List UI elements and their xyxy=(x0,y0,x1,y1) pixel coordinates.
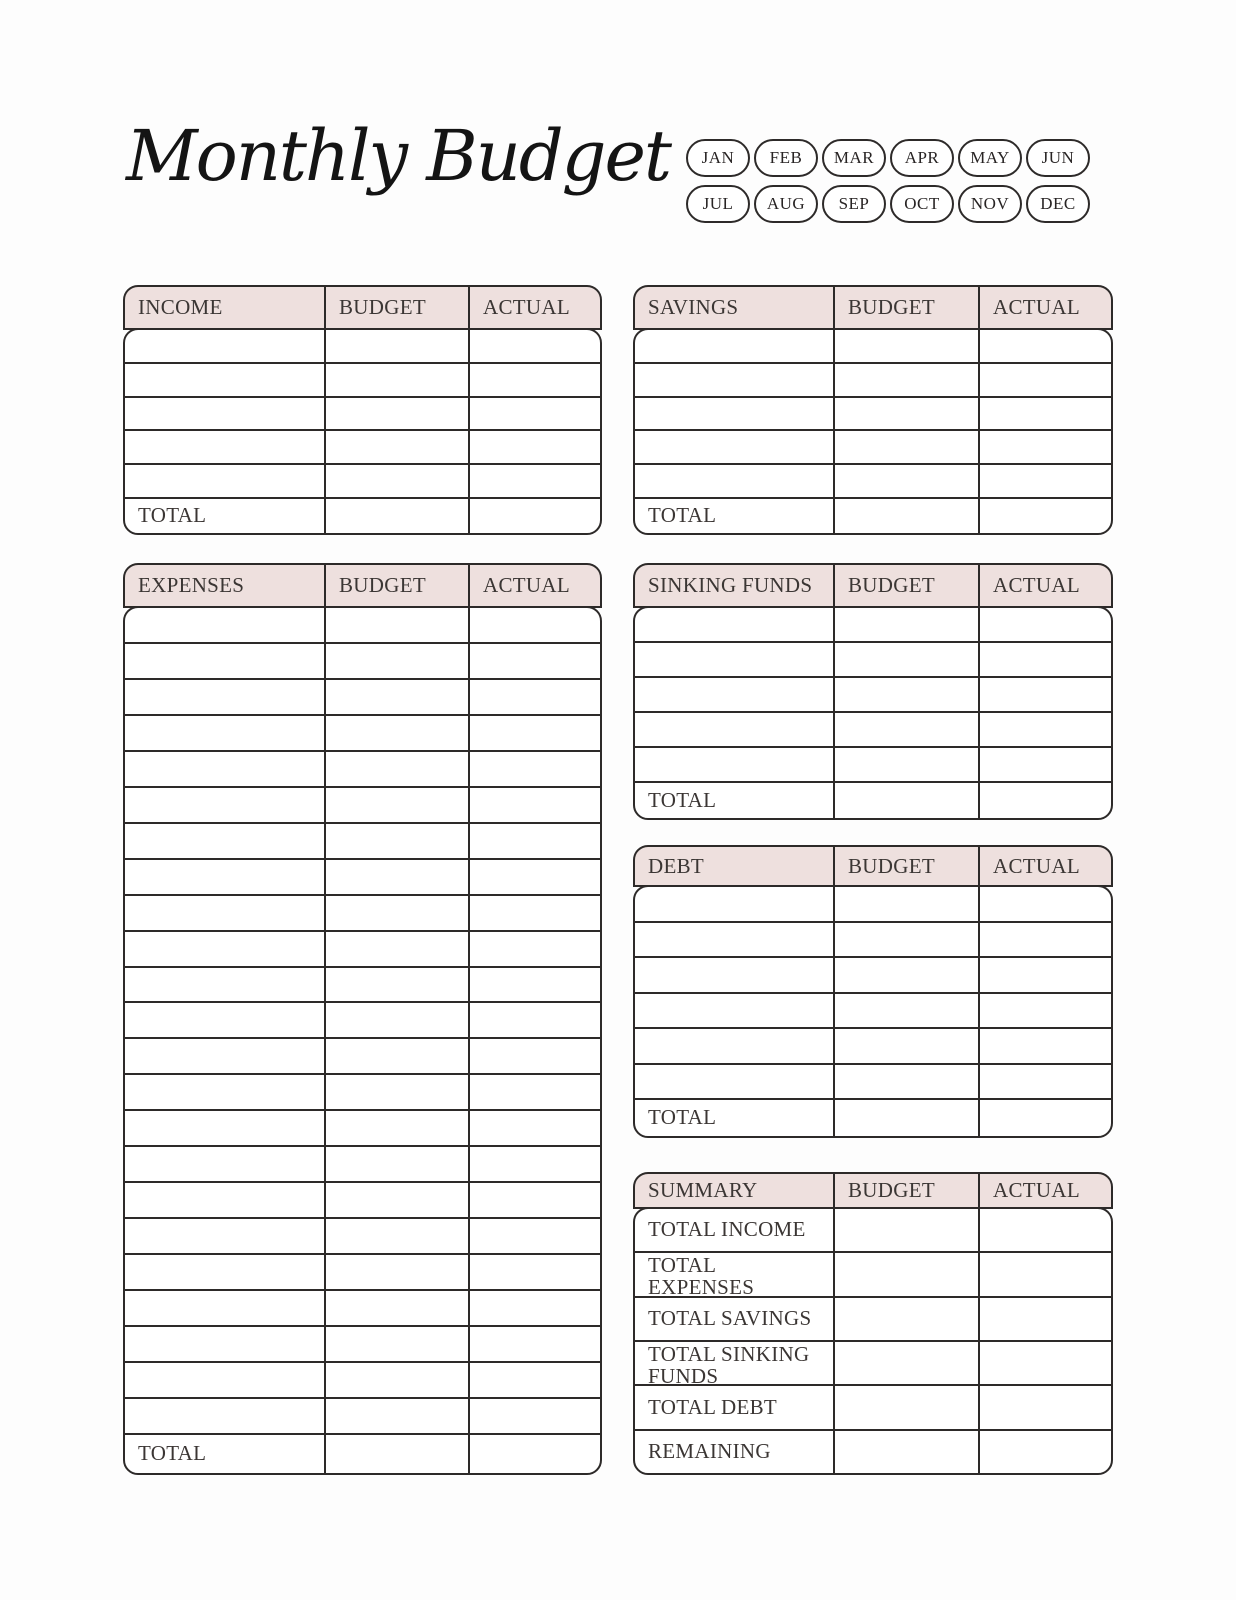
savings-name-cell[interactable] xyxy=(635,431,835,463)
expenses-name-cell[interactable] xyxy=(125,932,326,966)
debt-actual-cell[interactable] xyxy=(980,923,1111,957)
savings-actual-column-header: ACTUAL xyxy=(993,295,1080,319)
expenses-name-cell[interactable] xyxy=(125,1327,326,1361)
debt-actual-cell[interactable] xyxy=(980,994,1111,1028)
expenses-actual-column-header: ACTUAL xyxy=(483,573,570,597)
summary-label-total-savings: TOTAL SAVINGS xyxy=(635,1298,835,1340)
sinking_funds-entry-row xyxy=(635,608,1111,643)
debt-entry-row xyxy=(635,1029,1111,1065)
summary-column-header: SUMMARY xyxy=(635,1174,835,1207)
expenses-entry-row xyxy=(125,680,600,716)
income-name-cell[interactable] xyxy=(125,465,326,497)
sinking-funds-table xyxy=(633,563,1113,820)
debt-table-body xyxy=(633,885,1113,1138)
savings-entry-row xyxy=(635,465,1111,499)
savings-table xyxy=(633,285,1113,535)
expenses-name-cell[interactable] xyxy=(125,860,326,894)
expenses-entry-row xyxy=(125,1327,600,1363)
savings-budget-cell[interactable] xyxy=(835,465,980,497)
savings-budget-cell[interactable] xyxy=(835,364,980,396)
debt-budget-cell[interactable] xyxy=(835,1065,980,1099)
expenses-budget-column-header: BUDGET xyxy=(326,565,470,606)
income-budget-cell[interactable] xyxy=(326,465,470,497)
expenses-actual-cell[interactable] xyxy=(470,1291,600,1325)
expenses-name-cell[interactable] xyxy=(125,644,326,678)
expenses-entry-row xyxy=(125,644,600,680)
savings-actual-cell[interactable] xyxy=(980,330,1111,362)
expenses-actual-cell[interactable] xyxy=(470,788,600,822)
debt-actual-cell[interactable] xyxy=(980,887,1111,921)
sinking_funds-entry-row xyxy=(635,748,1111,783)
summary-total-sinking-funds-actual-cell[interactable] xyxy=(980,1342,1111,1389)
savings-entry-row xyxy=(635,398,1111,432)
month-pill-may[interactable]: MAY xyxy=(958,139,1022,177)
income-table-header xyxy=(123,285,602,330)
expenses-entry-row xyxy=(125,1075,600,1111)
sinking-funds-column-header: SINKING FUNDS xyxy=(635,565,835,606)
income-budget-cell[interactable] xyxy=(326,364,470,396)
income-name-cell[interactable] xyxy=(125,431,326,463)
expenses-entry-row xyxy=(125,932,600,968)
expenses-budget-cell[interactable] xyxy=(326,752,470,786)
summary-row-total-income xyxy=(635,1209,1111,1253)
expenses-entry-row xyxy=(125,788,600,824)
savings-name-cell[interactable] xyxy=(635,465,835,497)
summary-row-total-sinking-funds xyxy=(635,1342,1111,1386)
expenses-actual-cell[interactable] xyxy=(470,1075,600,1109)
savings-total-budget-cell[interactable] xyxy=(835,499,980,533)
expenses-actual-cell[interactable] xyxy=(470,1219,600,1253)
month-pill-jan[interactable]: JAN xyxy=(686,139,750,177)
expenses-entry-row xyxy=(125,1291,600,1327)
sinking_funds-actual-cell[interactable] xyxy=(980,678,1111,711)
income-actual-cell[interactable] xyxy=(470,330,600,362)
debt-total-budget-cell[interactable] xyxy=(835,1100,980,1136)
sinking_funds-actual-cell[interactable] xyxy=(980,713,1111,746)
sinking_funds-name-cell[interactable] xyxy=(635,678,835,711)
expenses-name-cell[interactable] xyxy=(125,680,326,714)
savings-actual-cell[interactable] xyxy=(980,431,1111,463)
sinking_funds-name-cell[interactable] xyxy=(635,643,835,676)
expenses-name-cell[interactable] xyxy=(125,1219,326,1253)
expenses-actual-cell[interactable] xyxy=(470,896,600,930)
summary-total-savings-actual-cell[interactable] xyxy=(980,1298,1111,1340)
expenses-budget-cell[interactable] xyxy=(326,1327,470,1361)
expenses-actual-cell[interactable] xyxy=(470,1327,600,1361)
income-column-header: INCOME xyxy=(125,287,326,328)
summary-row-remaining xyxy=(635,1431,1111,1473)
expenses-actual-cell[interactable] xyxy=(470,1003,600,1037)
sinking_funds-entry-row xyxy=(635,713,1111,748)
expenses-name-cell[interactable] xyxy=(125,608,326,642)
expenses-name-cell[interactable] xyxy=(125,1363,326,1397)
month-pill-aug[interactable]: AUG xyxy=(754,185,818,223)
expenses-actual-cell[interactable] xyxy=(470,824,600,858)
summary-table-body xyxy=(633,1207,1113,1475)
summary-label-total-sinking-funds: TOTAL SINKING FUNDS xyxy=(635,1342,835,1389)
summary-row-total-expenses xyxy=(635,1253,1111,1297)
expenses-budget-cell[interactable] xyxy=(326,1363,470,1397)
sinking_funds-total-label: TOTAL xyxy=(635,783,835,818)
savings-name-cell[interactable] xyxy=(635,398,835,430)
month-pill-sep[interactable]: SEP xyxy=(822,185,886,223)
expenses-actual-cell[interactable] xyxy=(470,1255,600,1289)
income-actual-cell[interactable] xyxy=(470,431,600,463)
expenses-actual-cell[interactable] xyxy=(470,860,600,894)
debt-name-cell[interactable] xyxy=(635,923,835,957)
month-pill-jun[interactable]: JUN xyxy=(1026,139,1090,177)
sinking_funds-budget-cell[interactable] xyxy=(835,643,980,676)
savings-table-header xyxy=(633,285,1113,330)
expenses-name-cell[interactable] xyxy=(125,1111,326,1145)
sinking_funds-entry-row xyxy=(635,643,1111,678)
debt-actual-cell[interactable] xyxy=(980,958,1111,992)
expenses-table-body xyxy=(123,606,602,1475)
expenses-entry-row xyxy=(125,1039,600,1075)
expenses-budget-cell[interactable] xyxy=(326,1291,470,1325)
summary-label-remaining: REMAINING xyxy=(635,1431,835,1473)
debt-name-cell[interactable] xyxy=(635,887,835,921)
savings-entry-row xyxy=(635,431,1111,465)
month-pill-nov[interactable]: NOV xyxy=(958,185,1022,223)
expenses-budget-cell[interactable] xyxy=(326,1183,470,1217)
month-pill-jul[interactable]: JUL xyxy=(686,185,750,223)
summary-total-debt-actual-cell[interactable] xyxy=(980,1386,1111,1428)
savings-entry-row xyxy=(635,330,1111,364)
debt-budget-cell[interactable] xyxy=(835,994,980,1028)
debt-actual-cell[interactable] xyxy=(980,1065,1111,1099)
summary-total-income-actual-cell[interactable] xyxy=(980,1209,1111,1251)
expenses-budget-cell[interactable] xyxy=(326,680,470,714)
expenses-budget-cell[interactable] xyxy=(326,788,470,822)
expenses-name-cell[interactable] xyxy=(125,1039,326,1073)
debt-total-row xyxy=(635,1100,1111,1136)
expenses-name-cell[interactable] xyxy=(125,1255,326,1289)
expenses-total-label: TOTAL xyxy=(125,1435,326,1473)
summary-label-total-income: TOTAL INCOME xyxy=(635,1209,835,1251)
debt-entry-row xyxy=(635,1065,1111,1101)
expenses-total-row xyxy=(125,1435,600,1473)
expenses-actual-cell[interactable] xyxy=(470,644,600,678)
expenses-actual-cell[interactable] xyxy=(470,1039,600,1073)
debt-budget-column-header: BUDGET xyxy=(835,847,980,885)
expenses-actual-cell[interactable] xyxy=(470,932,600,966)
summary-table-header xyxy=(633,1172,1113,1209)
savings-name-cell[interactable] xyxy=(635,364,835,396)
savings-budget-cell[interactable] xyxy=(835,431,980,463)
expenses-budget-cell[interactable] xyxy=(326,1147,470,1181)
sinking-funds-table-body xyxy=(633,606,1113,820)
sinking_funds-budget-cell[interactable] xyxy=(835,608,980,641)
summary-row-total-savings xyxy=(635,1298,1111,1342)
expenses-actual-cell[interactable] xyxy=(470,1399,600,1433)
sinking_funds-actual-cell[interactable] xyxy=(980,748,1111,781)
expenses-entry-row xyxy=(125,1003,600,1039)
debt-name-cell[interactable] xyxy=(635,994,835,1028)
expenses-name-cell[interactable] xyxy=(125,1003,326,1037)
expenses-budget-cell[interactable] xyxy=(326,644,470,678)
income-total-label: TOTAL xyxy=(125,499,326,533)
expenses-budget-cell[interactable] xyxy=(326,824,470,858)
month-pill-feb[interactable]: FEB xyxy=(754,139,818,177)
expenses-actual-cell[interactable] xyxy=(470,1363,600,1397)
expenses-budget-cell[interactable] xyxy=(326,896,470,930)
sinking_funds-budget-cell[interactable] xyxy=(835,678,980,711)
month-pill-oct[interactable]: OCT xyxy=(890,185,954,223)
month-selector xyxy=(686,139,1090,223)
income-entry-row xyxy=(125,398,600,432)
expenses-actual-cell[interactable] xyxy=(470,716,600,750)
income-entry-row xyxy=(125,330,600,364)
expenses-budget-cell[interactable] xyxy=(326,608,470,642)
expenses-name-cell[interactable] xyxy=(125,788,326,822)
expenses-entry-row xyxy=(125,1399,600,1435)
debt-budget-cell[interactable] xyxy=(835,923,980,957)
expenses-budget-cell[interactable] xyxy=(326,968,470,1002)
debt-table xyxy=(633,845,1113,1138)
expenses-entry-row xyxy=(125,716,600,752)
summary-actual-column-header: ACTUAL xyxy=(993,1178,1080,1202)
expenses-budget-cell[interactable] xyxy=(326,860,470,894)
expenses-table xyxy=(123,563,602,1475)
sinking-funds-table-header xyxy=(633,563,1113,608)
income-actual-cell[interactable] xyxy=(470,398,600,430)
expenses-name-cell[interactable] xyxy=(125,716,326,750)
debt-column-header: DEBT xyxy=(635,847,835,885)
expenses-name-cell[interactable] xyxy=(125,1399,326,1433)
income-budget-cell[interactable] xyxy=(326,398,470,430)
expenses-budget-cell[interactable] xyxy=(326,1111,470,1145)
summary-total-expenses-actual-cell[interactable] xyxy=(980,1253,1111,1300)
savings-actual-cell[interactable] xyxy=(980,364,1111,396)
expenses-entry-row xyxy=(125,1219,600,1255)
debt-budget-cell[interactable] xyxy=(835,958,980,992)
summary-remaining-actual-cell[interactable] xyxy=(980,1431,1111,1473)
sinking_funds-budget-cell[interactable] xyxy=(835,748,980,781)
expenses-entry-row xyxy=(125,860,600,896)
savings-budget-column-header: BUDGET xyxy=(835,287,980,328)
sinking_funds-actual-cell[interactable] xyxy=(980,643,1111,676)
debt-entry-row xyxy=(635,887,1111,923)
expenses-budget-cell[interactable] xyxy=(326,1219,470,1253)
sinking-funds-budget-column-header: BUDGET xyxy=(835,565,980,606)
income-entry-row xyxy=(125,465,600,499)
summary-total-sinking-funds-budget-cell[interactable] xyxy=(835,1342,980,1389)
sinking_funds-name-cell[interactable] xyxy=(635,713,835,746)
income-total-budget-cell[interactable] xyxy=(326,499,470,533)
expenses-actual-cell[interactable] xyxy=(470,608,600,642)
income-actual-cell[interactable] xyxy=(470,465,600,497)
summary-budget-column-header: BUDGET xyxy=(835,1174,980,1207)
expenses-name-cell[interactable] xyxy=(125,1183,326,1217)
savings-table-body xyxy=(633,328,1113,535)
expenses-entry-row xyxy=(125,752,600,788)
debt-budget-cell[interactable] xyxy=(835,887,980,921)
income-entry-row xyxy=(125,364,600,398)
expenses-entry-row xyxy=(125,1111,600,1147)
debt-table-header xyxy=(633,845,1113,887)
income-name-cell[interactable] xyxy=(125,330,326,362)
summary-row-total-debt xyxy=(635,1386,1111,1430)
expenses-name-cell[interactable] xyxy=(125,968,326,1002)
expenses-budget-cell[interactable] xyxy=(326,1075,470,1109)
summary-total-income-budget-cell[interactable] xyxy=(835,1209,980,1251)
savings-actual-cell[interactable] xyxy=(980,465,1111,497)
debt-budget-cell[interactable] xyxy=(835,1029,980,1063)
summary-total-savings-budget-cell[interactable] xyxy=(835,1298,980,1340)
income-total-row xyxy=(125,499,600,533)
expenses-entry-row xyxy=(125,1255,600,1291)
expenses-entry-row xyxy=(125,1363,600,1399)
expenses-budget-cell[interactable] xyxy=(326,1255,470,1289)
sinking_funds-name-cell[interactable] xyxy=(635,748,835,781)
savings-budget-cell[interactable] xyxy=(835,330,980,362)
sinking_funds-total-budget-cell[interactable] xyxy=(835,783,980,818)
income-table-body xyxy=(123,328,602,535)
debt-actual-column-header: ACTUAL xyxy=(993,853,1080,878)
expenses-actual-cell[interactable] xyxy=(470,968,600,1002)
savings-total-actual-cell[interactable] xyxy=(980,499,1111,533)
income-budget-column-header: BUDGET xyxy=(326,287,470,328)
expenses-name-cell[interactable] xyxy=(125,752,326,786)
savings-budget-cell[interactable] xyxy=(835,398,980,430)
page-title: Monthly Budget xyxy=(126,115,670,197)
expenses-actual-cell[interactable] xyxy=(470,1111,600,1145)
sinking_funds-budget-cell[interactable] xyxy=(835,713,980,746)
expenses-name-cell[interactable] xyxy=(125,1075,326,1109)
expenses-actual-cell[interactable] xyxy=(470,680,600,714)
income-table xyxy=(123,285,602,535)
savings-column-header: SAVINGS xyxy=(635,287,835,328)
expenses-entry-row xyxy=(125,608,600,644)
expenses-budget-cell[interactable] xyxy=(326,716,470,750)
sinking_funds-total-row xyxy=(635,783,1111,818)
expenses-budget-cell[interactable] xyxy=(326,1039,470,1073)
expenses-column-header: EXPENSES xyxy=(125,565,326,606)
debt-entry-row xyxy=(635,994,1111,1030)
income-budget-cell[interactable] xyxy=(326,330,470,362)
expenses-budget-cell[interactable] xyxy=(326,1399,470,1433)
expenses-actual-cell[interactable] xyxy=(470,752,600,786)
income-name-cell[interactable] xyxy=(125,364,326,396)
debt-name-cell[interactable] xyxy=(635,1029,835,1063)
summary-label-total-expenses: TOTAL EXPENSES xyxy=(635,1253,835,1300)
income-actual-cell[interactable] xyxy=(470,364,600,396)
month-pill-dec[interactable]: DEC xyxy=(1026,185,1090,223)
expenses-name-cell[interactable] xyxy=(125,1147,326,1181)
expenses-name-cell[interactable] xyxy=(125,824,326,858)
expenses-total-actual-cell[interactable] xyxy=(470,1435,600,1473)
income-total-actual-cell[interactable] xyxy=(470,499,600,533)
expenses-actual-cell[interactable] xyxy=(470,1147,600,1181)
expenses-actual-cell[interactable] xyxy=(470,1183,600,1217)
expenses-name-cell[interactable] xyxy=(125,1291,326,1325)
debt-total-actual-cell[interactable] xyxy=(980,1100,1111,1136)
month-pill-apr[interactable]: APR xyxy=(890,139,954,177)
savings-total-row xyxy=(635,499,1111,533)
expenses-entry-row xyxy=(125,824,600,860)
savings-total-label: TOTAL xyxy=(635,499,835,533)
income-name-cell[interactable] xyxy=(125,398,326,430)
month-pill-mar[interactable]: MAR xyxy=(822,139,886,177)
income-budget-cell[interactable] xyxy=(326,431,470,463)
summary-label-total-debt: TOTAL DEBT xyxy=(635,1386,835,1428)
debt-entry-row xyxy=(635,923,1111,959)
summary-total-debt-budget-cell[interactable] xyxy=(835,1386,980,1428)
savings-actual-cell[interactable] xyxy=(980,398,1111,430)
expenses-entry-row xyxy=(125,1183,600,1219)
sinking-funds-actual-column-header: ACTUAL xyxy=(993,573,1080,597)
expenses-total-budget-cell[interactable] xyxy=(326,1435,470,1473)
sinking_funds-total-actual-cell[interactable] xyxy=(980,783,1111,818)
expenses-budget-cell[interactable] xyxy=(326,932,470,966)
summary-total-expenses-budget-cell[interactable] xyxy=(835,1253,980,1300)
debt-name-cell[interactable] xyxy=(635,1065,835,1099)
savings-entry-row xyxy=(635,364,1111,398)
expenses-entry-row xyxy=(125,896,600,932)
sinking_funds-name-cell[interactable] xyxy=(635,608,835,641)
expenses-entry-row xyxy=(125,968,600,1004)
sinking_funds-actual-cell[interactable] xyxy=(980,608,1111,641)
income-entry-row xyxy=(125,431,600,465)
summary-remaining-budget-cell[interactable] xyxy=(835,1431,980,1473)
expenses-name-cell[interactable] xyxy=(125,896,326,930)
expenses-budget-cell[interactable] xyxy=(326,1003,470,1037)
debt-name-cell[interactable] xyxy=(635,958,835,992)
debt-entry-row xyxy=(635,958,1111,994)
debt-total-label: TOTAL xyxy=(635,1100,835,1136)
expenses-entry-row xyxy=(125,1147,600,1183)
debt-actual-cell[interactable] xyxy=(980,1029,1111,1063)
summary-table xyxy=(633,1172,1113,1475)
expenses-table-header xyxy=(123,563,602,608)
income-actual-column-header: ACTUAL xyxy=(483,295,570,319)
savings-name-cell[interactable] xyxy=(635,330,835,362)
sinking_funds-entry-row xyxy=(635,678,1111,713)
